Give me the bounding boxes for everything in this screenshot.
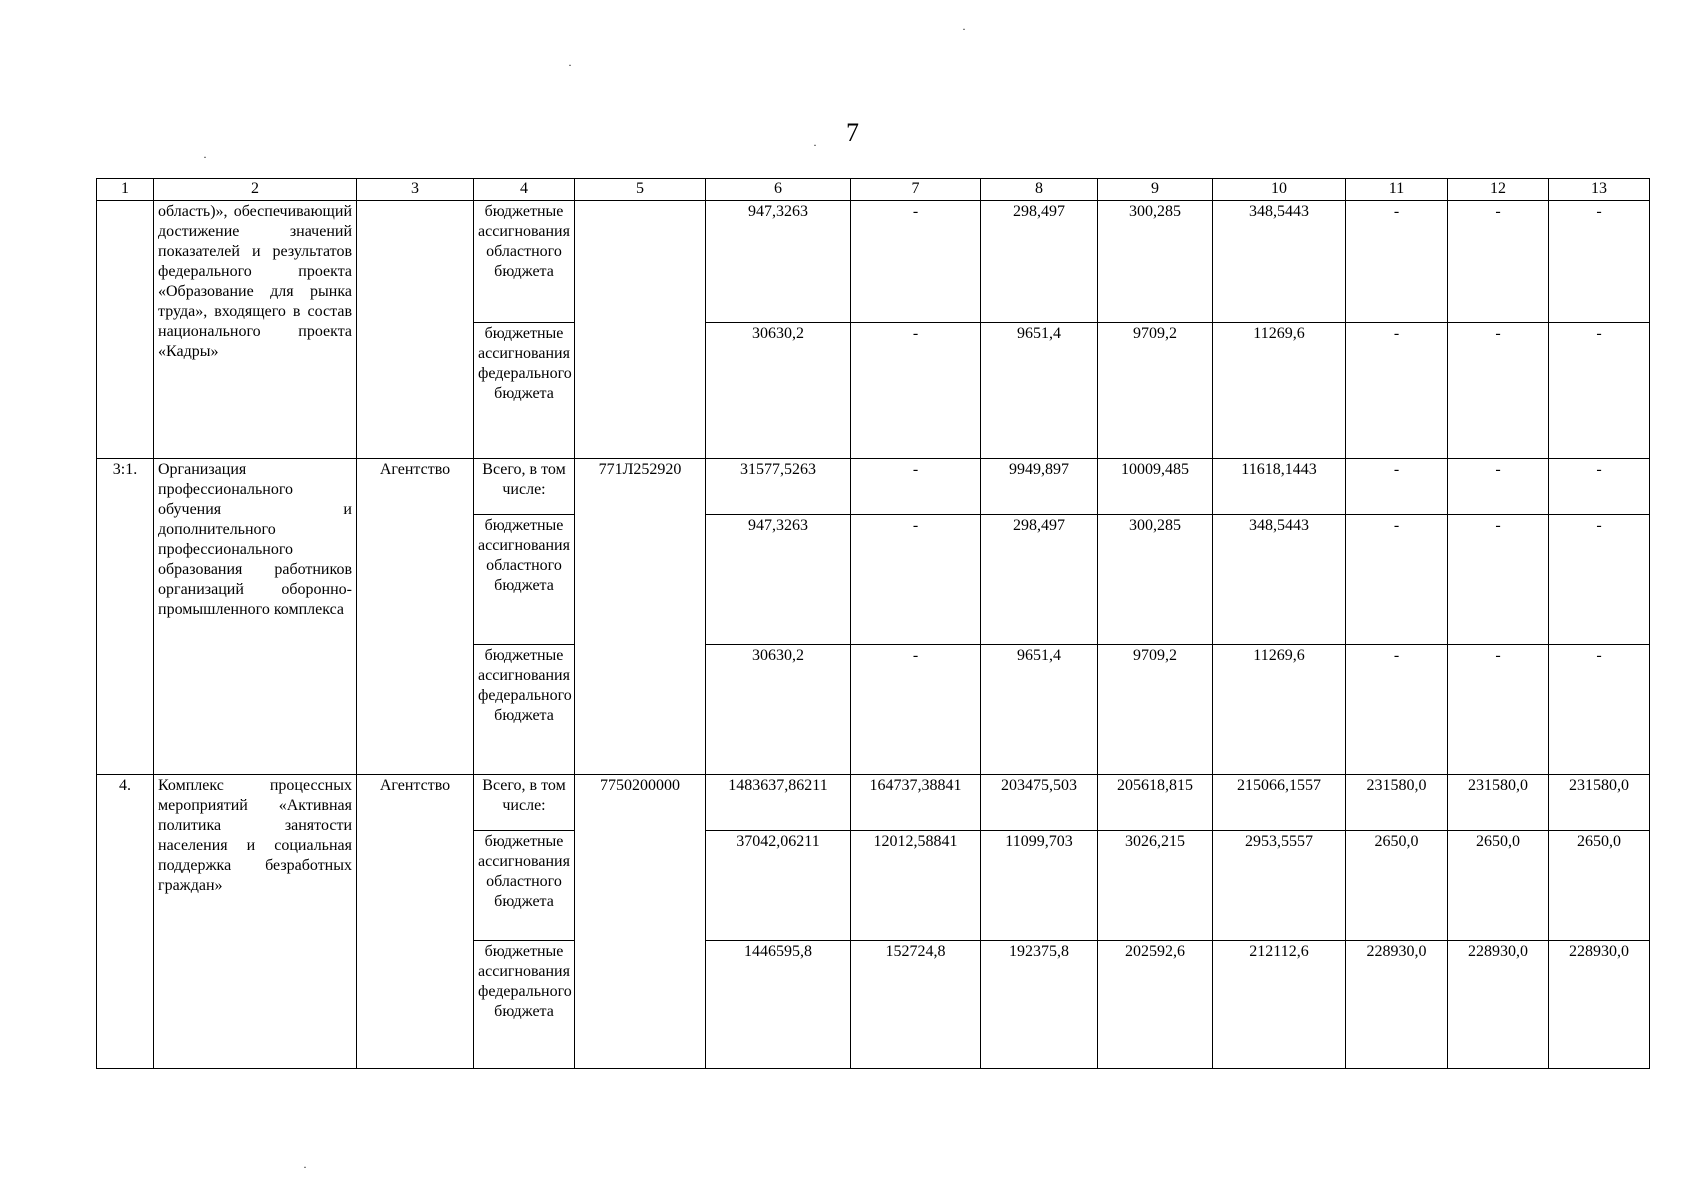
funding-source: Всего, в том числе: [474, 459, 575, 515]
amount-cell: - [1549, 323, 1650, 459]
scan-speck: · [568, 58, 572, 72]
amount-cell: - [851, 323, 981, 459]
amount-cell: 152724,8 [851, 941, 981, 1069]
amount-cell: 9709,2 [1098, 645, 1213, 775]
amount-cell: 37042,06211 [706, 831, 851, 941]
amount-cell: - [1346, 201, 1448, 323]
column-number: 1 [97, 179, 154, 201]
page-number: 7 [846, 118, 859, 147]
table-row [97, 775, 1650, 831]
amount-cell: 947,3263 [706, 515, 851, 645]
funding-source: бюджетные ассигнования областного бюджета [474, 515, 575, 645]
amount-cell: - [1448, 201, 1549, 323]
funding-source: Всего, в том числе: [474, 775, 575, 831]
column-number: 3 [357, 179, 474, 201]
amount-cell: 2953,5557 [1213, 831, 1346, 941]
amount-cell: 298,497 [981, 515, 1098, 645]
budget-code [575, 201, 706, 459]
amount-cell: 348,5443 [1213, 515, 1346, 645]
column-number: 10 [1213, 179, 1346, 201]
amount-cell: 348,5443 [1213, 201, 1346, 323]
amount-cell: 12012,58841 [851, 831, 981, 941]
amount-cell: - [1346, 645, 1448, 775]
amount-cell: 2650,0 [1448, 831, 1549, 941]
column-number-row [97, 179, 1650, 201]
table-body [97, 179, 1650, 1069]
scan-speck: · [203, 150, 207, 164]
amount-cell: - [1448, 459, 1549, 515]
item-number: 3:1. [97, 459, 154, 775]
amount-cell: - [851, 459, 981, 515]
item-description: Организация профессионального обучения и дополнительного профессионального образования работников организаций оборонно-промышленного комплекса [154, 459, 357, 775]
amount-cell: 205618,815 [1098, 775, 1213, 831]
amount-cell: - [1448, 323, 1549, 459]
amount-cell: - [1346, 515, 1448, 645]
funding-source: бюджетные ассигнования областного бюджета [474, 201, 575, 323]
amount-cell: 228930,0 [1448, 941, 1549, 1069]
column-number: 5 [575, 179, 706, 201]
amount-cell: - [851, 201, 981, 323]
amount-cell: 228930,0 [1346, 941, 1448, 1069]
amount-cell: 31577,5263 [706, 459, 851, 515]
item-number [97, 201, 154, 459]
funding-source: бюджетные ассигнования областного бюджета [474, 831, 575, 941]
amount-cell: - [1346, 459, 1448, 515]
funding-source: бюджетные ассигнования федерального бюджета [474, 941, 575, 1069]
amount-cell: 300,285 [1098, 201, 1213, 323]
budget-code: 771Л252920 [575, 459, 706, 775]
amount-cell: 11269,6 [1213, 323, 1346, 459]
column-number: 2 [154, 179, 357, 201]
amount-cell: 2650,0 [1549, 831, 1650, 941]
item-executor [357, 201, 474, 459]
amount-cell: - [1346, 323, 1448, 459]
amount-cell: - [851, 515, 981, 645]
amount-cell: 3026,215 [1098, 831, 1213, 941]
amount-cell: - [1448, 515, 1549, 645]
amount-cell: 164737,38841 [851, 775, 981, 831]
amount-cell: 228930,0 [1549, 941, 1650, 1069]
amount-cell: 9651,4 [981, 323, 1098, 459]
amount-cell: 9651,4 [981, 645, 1098, 775]
amount-cell: 11269,6 [1213, 645, 1346, 775]
amount-cell: 231580,0 [1448, 775, 1549, 831]
amount-cell: 192375,8 [981, 941, 1098, 1069]
amount-cell: - [1549, 201, 1650, 323]
amount-cell: 298,497 [981, 201, 1098, 323]
item-description: Комплекс процессных мероприятий «Активная политика занятости населения и социальная поддержка безработных граждан» [154, 775, 357, 1069]
item-executor: Агентство [357, 459, 474, 775]
amount-cell: - [1549, 645, 1650, 775]
amount-cell: 212112,6 [1213, 941, 1346, 1069]
column-number: 6 [706, 179, 851, 201]
column-number: 4 [474, 179, 575, 201]
column-number: 13 [1549, 179, 1650, 201]
scan-speck: · [962, 22, 966, 36]
budget-code: 7750200000 [575, 775, 706, 1069]
amount-cell: 300,285 [1098, 515, 1213, 645]
column-number: 11 [1346, 179, 1448, 201]
amount-cell: 202592,6 [1098, 941, 1213, 1069]
table-row [97, 459, 1650, 515]
funding-source: бюджетные ассигнования федерального бюджета [474, 645, 575, 775]
funding-source: бюджетные ассигнования федерального бюджета [474, 323, 575, 459]
amount-cell: 30630,2 [706, 323, 851, 459]
amount-cell: 947,3263 [706, 201, 851, 323]
amount-cell: - [1448, 645, 1549, 775]
amount-cell: 11099,703 [981, 831, 1098, 941]
amount-cell: 30630,2 [706, 645, 851, 775]
amount-cell: 231580,0 [1549, 775, 1650, 831]
column-number: 7 [851, 179, 981, 201]
amount-cell: 203475,503 [981, 775, 1098, 831]
amount-cell: - [1549, 459, 1650, 515]
column-number: 8 [981, 179, 1098, 201]
amount-cell: 9949,897 [981, 459, 1098, 515]
amount-cell: 9709,2 [1098, 323, 1213, 459]
amount-cell: 10009,485 [1098, 459, 1213, 515]
amount-cell: 2650,0 [1346, 831, 1448, 941]
amount-cell: - [1549, 515, 1650, 645]
table-row [97, 201, 1650, 323]
column-number: 12 [1448, 179, 1549, 201]
amount-cell: 215066,1557 [1213, 775, 1346, 831]
item-executor: Агентство [357, 775, 474, 1069]
column-number: 9 [1098, 179, 1213, 201]
amount-cell: 1483637,86211 [706, 775, 851, 831]
budget-table [96, 178, 1650, 1069]
scan-speck: · [813, 138, 817, 152]
item-description: область)», обеспечивающий достижение значений показателей и результатов федерального проекта «Образование для рынка труда», входящего в состав национального проекта «Кадры» [154, 201, 357, 459]
amount-cell: 1446595,8 [706, 941, 851, 1069]
amount-cell: - [851, 645, 981, 775]
amount-cell: 11618,1443 [1213, 459, 1346, 515]
amount-cell: 231580,0 [1346, 775, 1448, 831]
scan-speck: · [303, 1160, 307, 1174]
item-number: 4. [97, 775, 154, 1069]
